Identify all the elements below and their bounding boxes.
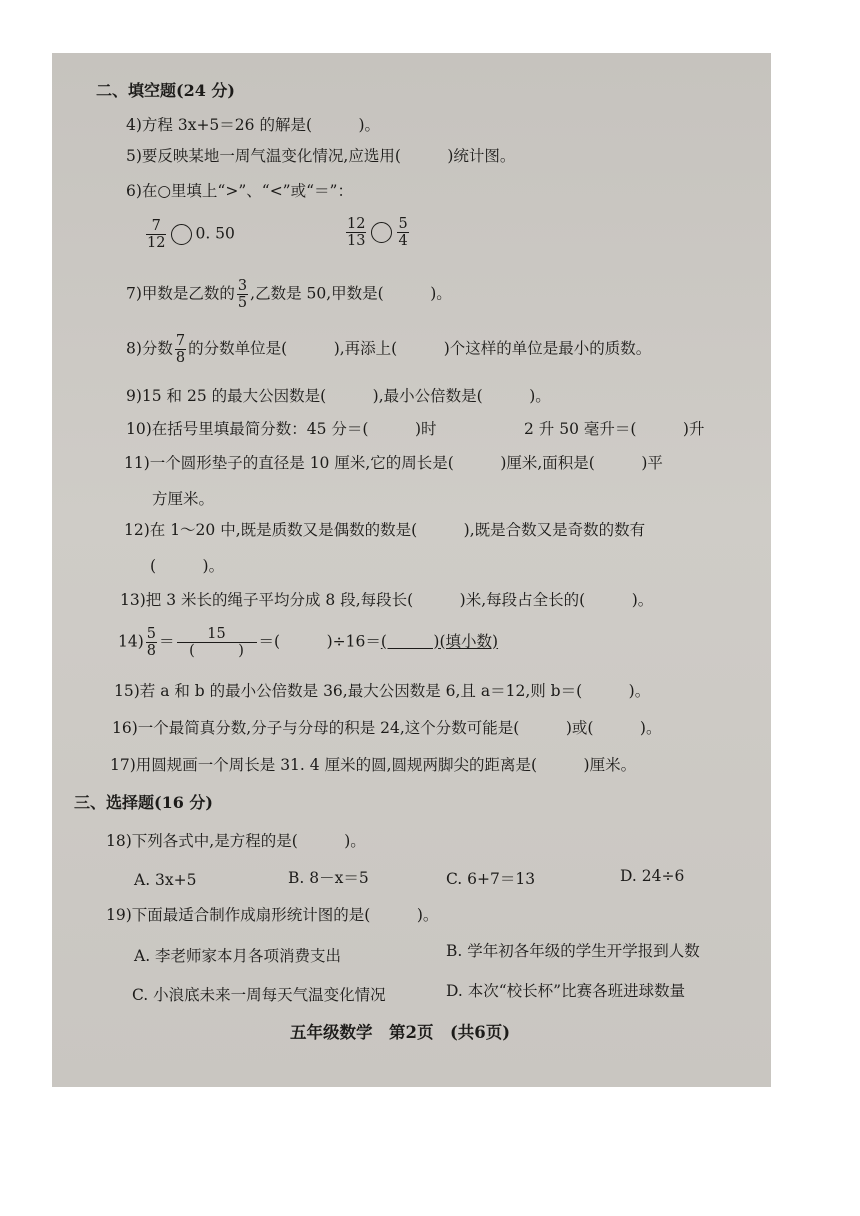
question-18-option-c[interactable]: C. 6+7＝13 bbox=[446, 870, 536, 888]
question-12-line-1: 12)在 1～20 中,既是质数又是偶数的数是( ),既是合数又是奇数的数有 bbox=[124, 521, 646, 539]
question-5: 5)要反映某地一周气温变化情况,应选用( )统计图。 bbox=[126, 147, 516, 165]
fraction: $\frac{15}{( )}$ bbox=[177, 626, 257, 659]
question-14: 14) $\frac{5}{8}$ ＝ $\frac{15}{( )}$ ＝( )÷16＝( )(填小数) bbox=[118, 626, 499, 659]
question-11-line-2: 方厘米。 bbox=[152, 490, 215, 508]
question-18-option-d[interactable]: D. 24÷6 bbox=[620, 867, 685, 885]
question-19-option-c[interactable]: C. 小浪底未来一周每天气温变化情况 bbox=[132, 986, 386, 1004]
question-16: 16)一个最简真分数,分子与分母的积是 24,这个分数可能是( )或( )。 bbox=[112, 719, 662, 737]
page-footer: 五年级数学 第2页 (共6页) bbox=[290, 1023, 511, 1042]
fraction: $\frac{7}{8}$ bbox=[175, 333, 186, 366]
fraction: $\frac{12}{13}$ bbox=[347, 216, 366, 249]
section-2-title: 二、填空题(24 分) bbox=[96, 81, 235, 100]
decimal-answer-blank[interactable]: ( )(填小数) bbox=[380, 632, 499, 651]
question-7: 7)甲数是乙数的 $\frac{3}{5}$ ,乙数是 50,甲数是( )。 bbox=[126, 278, 452, 311]
question-9: 9)15 和 25 的最大公因数是( ),最小公倍数是( )。 bbox=[126, 387, 551, 405]
question-18-option-b[interactable]: B. 8－x＝5 bbox=[288, 869, 369, 887]
compare-circle[interactable] bbox=[371, 222, 392, 243]
question-13: 13)把 3 米长的绳子平均分成 8 段,每段长( )米,每段占全长的( )。 bbox=[120, 591, 654, 609]
question-10-part-a: 10)在括号里填最简分数：45 分＝( )时 bbox=[126, 420, 437, 438]
question-6b bbox=[344, 216, 411, 256]
question-19-option-a[interactable]: A. 李老师家本月各项消费支出 bbox=[134, 947, 342, 965]
fraction: $\frac{3}{5}$ bbox=[237, 278, 248, 311]
question-19-option-d[interactable]: D. 本次“校长杯”比赛各班进球数量 bbox=[446, 982, 686, 1000]
question-15: 15)若 a 和 b 的最小公倍数是 36,最大公因数是 6,且 a＝12,则 b＝( )。 bbox=[114, 682, 651, 700]
question-6: 6)在○里填上“>”、“<”或“＝”： bbox=[126, 182, 353, 200]
question-17: 17)用圆规画一个周长是 31. 4 厘米的圆,圆规两脚尖的距离是( )厘米。 bbox=[110, 756, 637, 774]
question-10-part-b: 2 升 50 毫升＝( )升 bbox=[524, 420, 705, 438]
question-8: 8)分数 $\frac{7}{8}$ 的分数单位是( ),再添上( )个这样的单位是最小的质数。 bbox=[126, 333, 652, 366]
question-4: 4)方程 3x+5＝26 的解是( )。 bbox=[126, 116, 381, 134]
fraction: $\frac{5}{8}$ bbox=[146, 626, 157, 659]
fraction: $\frac{5}{4}$ bbox=[398, 216, 408, 249]
exam-page bbox=[52, 53, 771, 1087]
compare-circle[interactable] bbox=[171, 224, 192, 245]
fraction: $\frac{7}{12}$ bbox=[147, 218, 166, 251]
question-19: 19)下面最适合制作成扇形统计图的是( )。 bbox=[106, 906, 439, 924]
question-11-line-1: 11)一个圆形垫子的直径是 10 厘米,它的周长是( )厘米,面积是( )平 bbox=[124, 454, 663, 472]
section-3-title: 三、选择题(16 分) bbox=[74, 793, 213, 812]
question-6a: $\frac{7}{12}$ 0. 50 bbox=[147, 218, 235, 251]
question-12-line-2: ( )。 bbox=[150, 557, 225, 575]
question-18: 18)下列各式中,是方程的是( )。 bbox=[106, 832, 366, 850]
question-19-option-b[interactable]: B. 学年初各年级的学生开学报到人数 bbox=[446, 942, 700, 960]
question-18-option-a[interactable]: A. 3x+5 bbox=[134, 871, 197, 889]
